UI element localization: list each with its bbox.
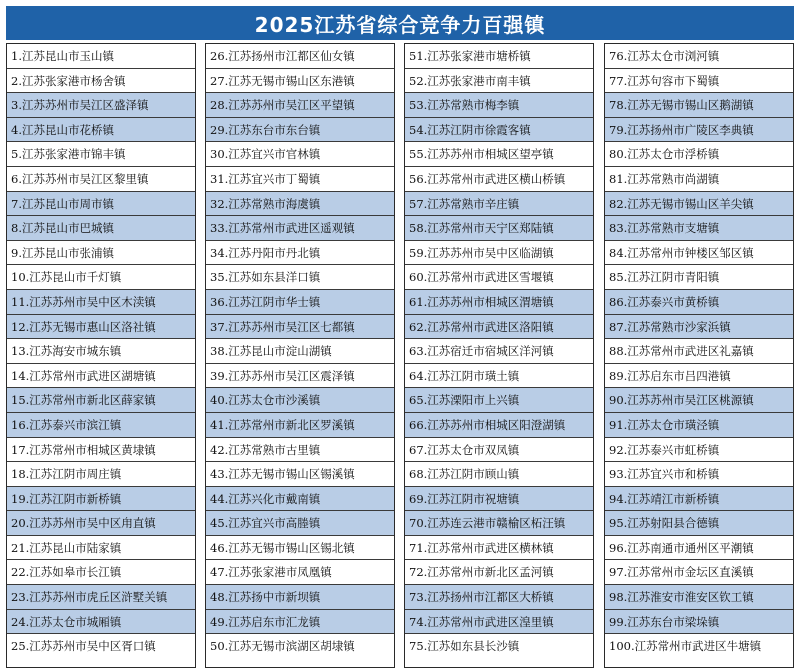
ranking-row: 27.江苏无锡市锡山区东港镇 [206,69,394,94]
ranking-row: 64.江苏江阴市璜土镇 [405,364,593,389]
ranking-row: 100.江苏常州市武进区牛塘镇 [609,639,762,654]
ranking-row: 3.江苏苏州市吴江区盛泽镇 [7,93,195,118]
ranking-row: 36.江苏江阴市华士镇 [206,290,394,315]
ranking-row: 89.江苏启东市吕四港镇 [605,364,793,389]
ranking-row: 88.江苏常州市武进区礼嘉镇 [605,339,793,364]
ranking-row: 31.江苏宜兴市丁蜀镇 [206,167,394,192]
ranking-row: 50.江苏无锡市滨湖区胡埭镇 [210,639,355,654]
ranking-row: 81.江苏常熟市尚湖镇 [605,167,793,192]
ranking-row: 39.江苏苏州市吴江区震泽镇 [206,364,394,389]
ranking-row: 20.江苏苏州市吴中区甪直镇 [7,511,195,536]
ranking-row: 83.江苏常熟市支塘镇 [605,216,793,241]
ranking-row: 49.江苏启东市汇龙镇 [206,610,394,635]
ranking-row: 72.江苏常州市新北区孟河镇 [405,560,593,585]
ranking-table [6,43,794,668]
ranking-row: 91.江苏太仓市璜泾镇 [605,413,793,438]
ranking-row: 74.江苏常州市武进区湟里镇 [405,610,593,635]
ranking-row: 86.江苏泰兴市黄桥镇 [605,290,793,315]
ranking-row: 90.江苏苏州市吴江区桃源镇 [605,388,793,413]
ranking-row: 22.江苏如皋市长江镇 [7,560,195,585]
ranking-row: 43.江苏无锡市锡山区锡溪镇 [206,462,394,487]
ranking-row: 35.江苏如东县洋口镇 [206,265,394,290]
ranking-row: 68.江苏江阴市顾山镇 [405,462,593,487]
ranking-row: 42.江苏常熟市古里镇 [206,438,394,463]
ranking-row: 33.江苏常州市武进区遥观镇 [206,216,394,241]
ranking-row: 99.江苏东台市梁垛镇 [605,610,793,635]
ranking-row: 97.江苏常州市金坛区直溪镇 [605,560,793,585]
ranking-row: 56.江苏常州市武进区横山桥镇 [405,167,593,192]
ranking-row: 47.江苏张家港市凤凰镇 [206,560,394,585]
ranking-row: 8.江苏昆山市巴城镇 [7,216,195,241]
ranking-row: 30.江苏宜兴市官林镇 [206,142,394,167]
ranking-row: 38.江苏昆山市淀山湖镇 [206,339,394,364]
ranking-row: 84.江苏常州市钟楼区邹区镇 [605,241,793,266]
ranking-row: 19.江苏江阴市新桥镇 [7,487,195,512]
ranking-row: 52.江苏张家港市南丰镇 [405,69,593,94]
ranking-row: 78.江苏无锡市锡山区鹅湖镇 [605,93,793,118]
ranking-row: 18.江苏江阴市周庄镇 [7,462,195,487]
ranking-row: 61.江苏苏州市相城区渭塘镇 [405,290,593,315]
ranking-row: 58.江苏常州市天宁区郑陆镇 [405,216,593,241]
ranking-row: 41.江苏常州市新北区罗溪镇 [206,413,394,438]
ranking-row: 94.江苏靖江市新桥镇 [605,487,793,512]
ranking-row: 6.江苏苏州市吴江区黎里镇 [7,167,195,192]
ranking-row: 14.江苏常州市武进区湖塘镇 [7,364,195,389]
ranking-row: 79.江苏扬州市广陵区李典镇 [605,118,793,143]
ranking-row: 93.江苏宜兴市和桥镇 [605,462,793,487]
ranking-row: 87.江苏常熟市沙家浜镇 [605,315,793,340]
ranking-row: 24.江苏太仓市城厢镇 [7,610,195,635]
ranking-row: 9.江苏昆山市张浦镇 [7,241,195,266]
ranking-row: 51.江苏张家港市塘桥镇 [405,44,593,69]
ranking-row: 77.江苏句容市下蜀镇 [605,69,793,94]
ranking-row: 70.江苏连云港市赣榆区柘汪镇 [405,511,593,536]
ranking-row: 13.江苏海安市城东镇 [7,339,195,364]
ranking-row: 4.江苏昆山市花桥镇 [7,118,195,143]
ranking-row: 73.江苏扬州市江都区大桥镇 [405,585,593,610]
ranking-row: 21.江苏昆山市陆家镇 [7,536,195,561]
ranking-row: 46.江苏无锡市锡山区锡北镇 [206,536,394,561]
ranking-row: 28.江苏苏州市吴江区平望镇 [206,93,394,118]
ranking-row: 37.江苏苏州市吴江区七都镇 [206,315,394,340]
ranking-row: 67.江苏太仓市双凤镇 [405,438,593,463]
ranking-column-2 [205,43,395,668]
ranking-row: 7.江苏昆山市周市镇 [7,192,195,217]
ranking-row: 40.江苏太仓市沙溪镇 [206,388,394,413]
title-banner [6,6,794,40]
ranking-row: 55.江苏苏州市相城区望亭镇 [405,142,593,167]
ranking-row: 95.江苏射阳县合德镇 [605,511,793,536]
ranking-row: 59.江苏苏州市吴中区临湖镇 [405,241,593,266]
ranking-row: 80.江苏太仓市浮桥镇 [605,142,793,167]
ranking-row: 29.江苏东台市东台镇 [206,118,394,143]
ranking-row: 92.江苏泰兴市虹桥镇 [605,438,793,463]
ranking-column-1 [6,43,196,668]
ranking-row: 5.江苏张家港市锦丰镇 [7,142,195,167]
ranking-row: 85.江苏江阴市青阳镇 [605,265,793,290]
ranking-row: 10.江苏昆山市千灯镇 [7,265,195,290]
ranking-row: 60.江苏常州市武进区雪堰镇 [405,265,593,290]
ranking-row: 66.江苏苏州市相城区阳澄湖镇 [405,413,593,438]
ranking-column-4 [604,43,794,668]
ranking-row: 23.江苏苏州市虎丘区浒墅关镇 [7,585,195,610]
ranking-row: 75.江苏如东县长沙镇 [409,639,520,654]
ranking-row: 1.江苏昆山市玉山镇 [7,44,195,69]
ranking-row: 62.江苏常州市武进区洛阳镇 [405,315,593,340]
ranking-row: 45.江苏宜兴市高塍镇 [206,511,394,536]
ranking-row: 26.江苏扬州市江都区仙女镇 [206,44,394,69]
ranking-row: 57.江苏常熟市辛庄镇 [405,192,593,217]
ranking-row: 76.江苏太仓市浏河镇 [605,44,793,69]
ranking-row: 17.江苏常州市相城区黄埭镇 [7,438,195,463]
ranking-row: 32.江苏常熟市海虞镇 [206,192,394,217]
ranking-row: 82.江苏无锡市锡山区羊尖镇 [605,192,793,217]
ranking-row: 96.江苏南通市通州区平潮镇 [605,536,793,561]
ranking-row: 71.江苏常州市武进区横林镇 [405,536,593,561]
page-title: 2025江苏省综合竞争力百强镇 [254,12,546,37]
ranking-row: 16.江苏泰兴市滨江镇 [7,413,195,438]
ranking-row: 54.江苏江阴市徐霞客镇 [405,118,593,143]
ranking-row: 98.江苏淮安市淮安区钦工镇 [605,585,793,610]
ranking-row: 34.江苏丹阳市丹北镇 [206,241,394,266]
ranking-row: 63.江苏宿迁市宿城区洋河镇 [405,339,593,364]
ranking-column-3 [404,43,594,668]
ranking-row: 65.江苏溧阳市上兴镇 [405,388,593,413]
ranking-row: 44.江苏兴化市戴南镇 [206,487,394,512]
ranking-row: 53.江苏常熟市梅李镇 [405,93,593,118]
ranking-row: 15.江苏常州市新北区薛家镇 [7,388,195,413]
ranking-row: 69.江苏江阴市祝塘镇 [405,487,593,512]
ranking-row: 2.江苏张家港市杨舍镇 [7,69,195,94]
ranking-row: 12.江苏无锡市惠山区洛社镇 [7,315,195,340]
ranking-row: 25.江苏苏州市吴中区胥口镇 [11,639,156,654]
ranking-row: 48.江苏扬中市新坝镇 [206,585,394,610]
ranking-row: 11.江苏苏州市吴中区木渎镇 [7,290,195,315]
